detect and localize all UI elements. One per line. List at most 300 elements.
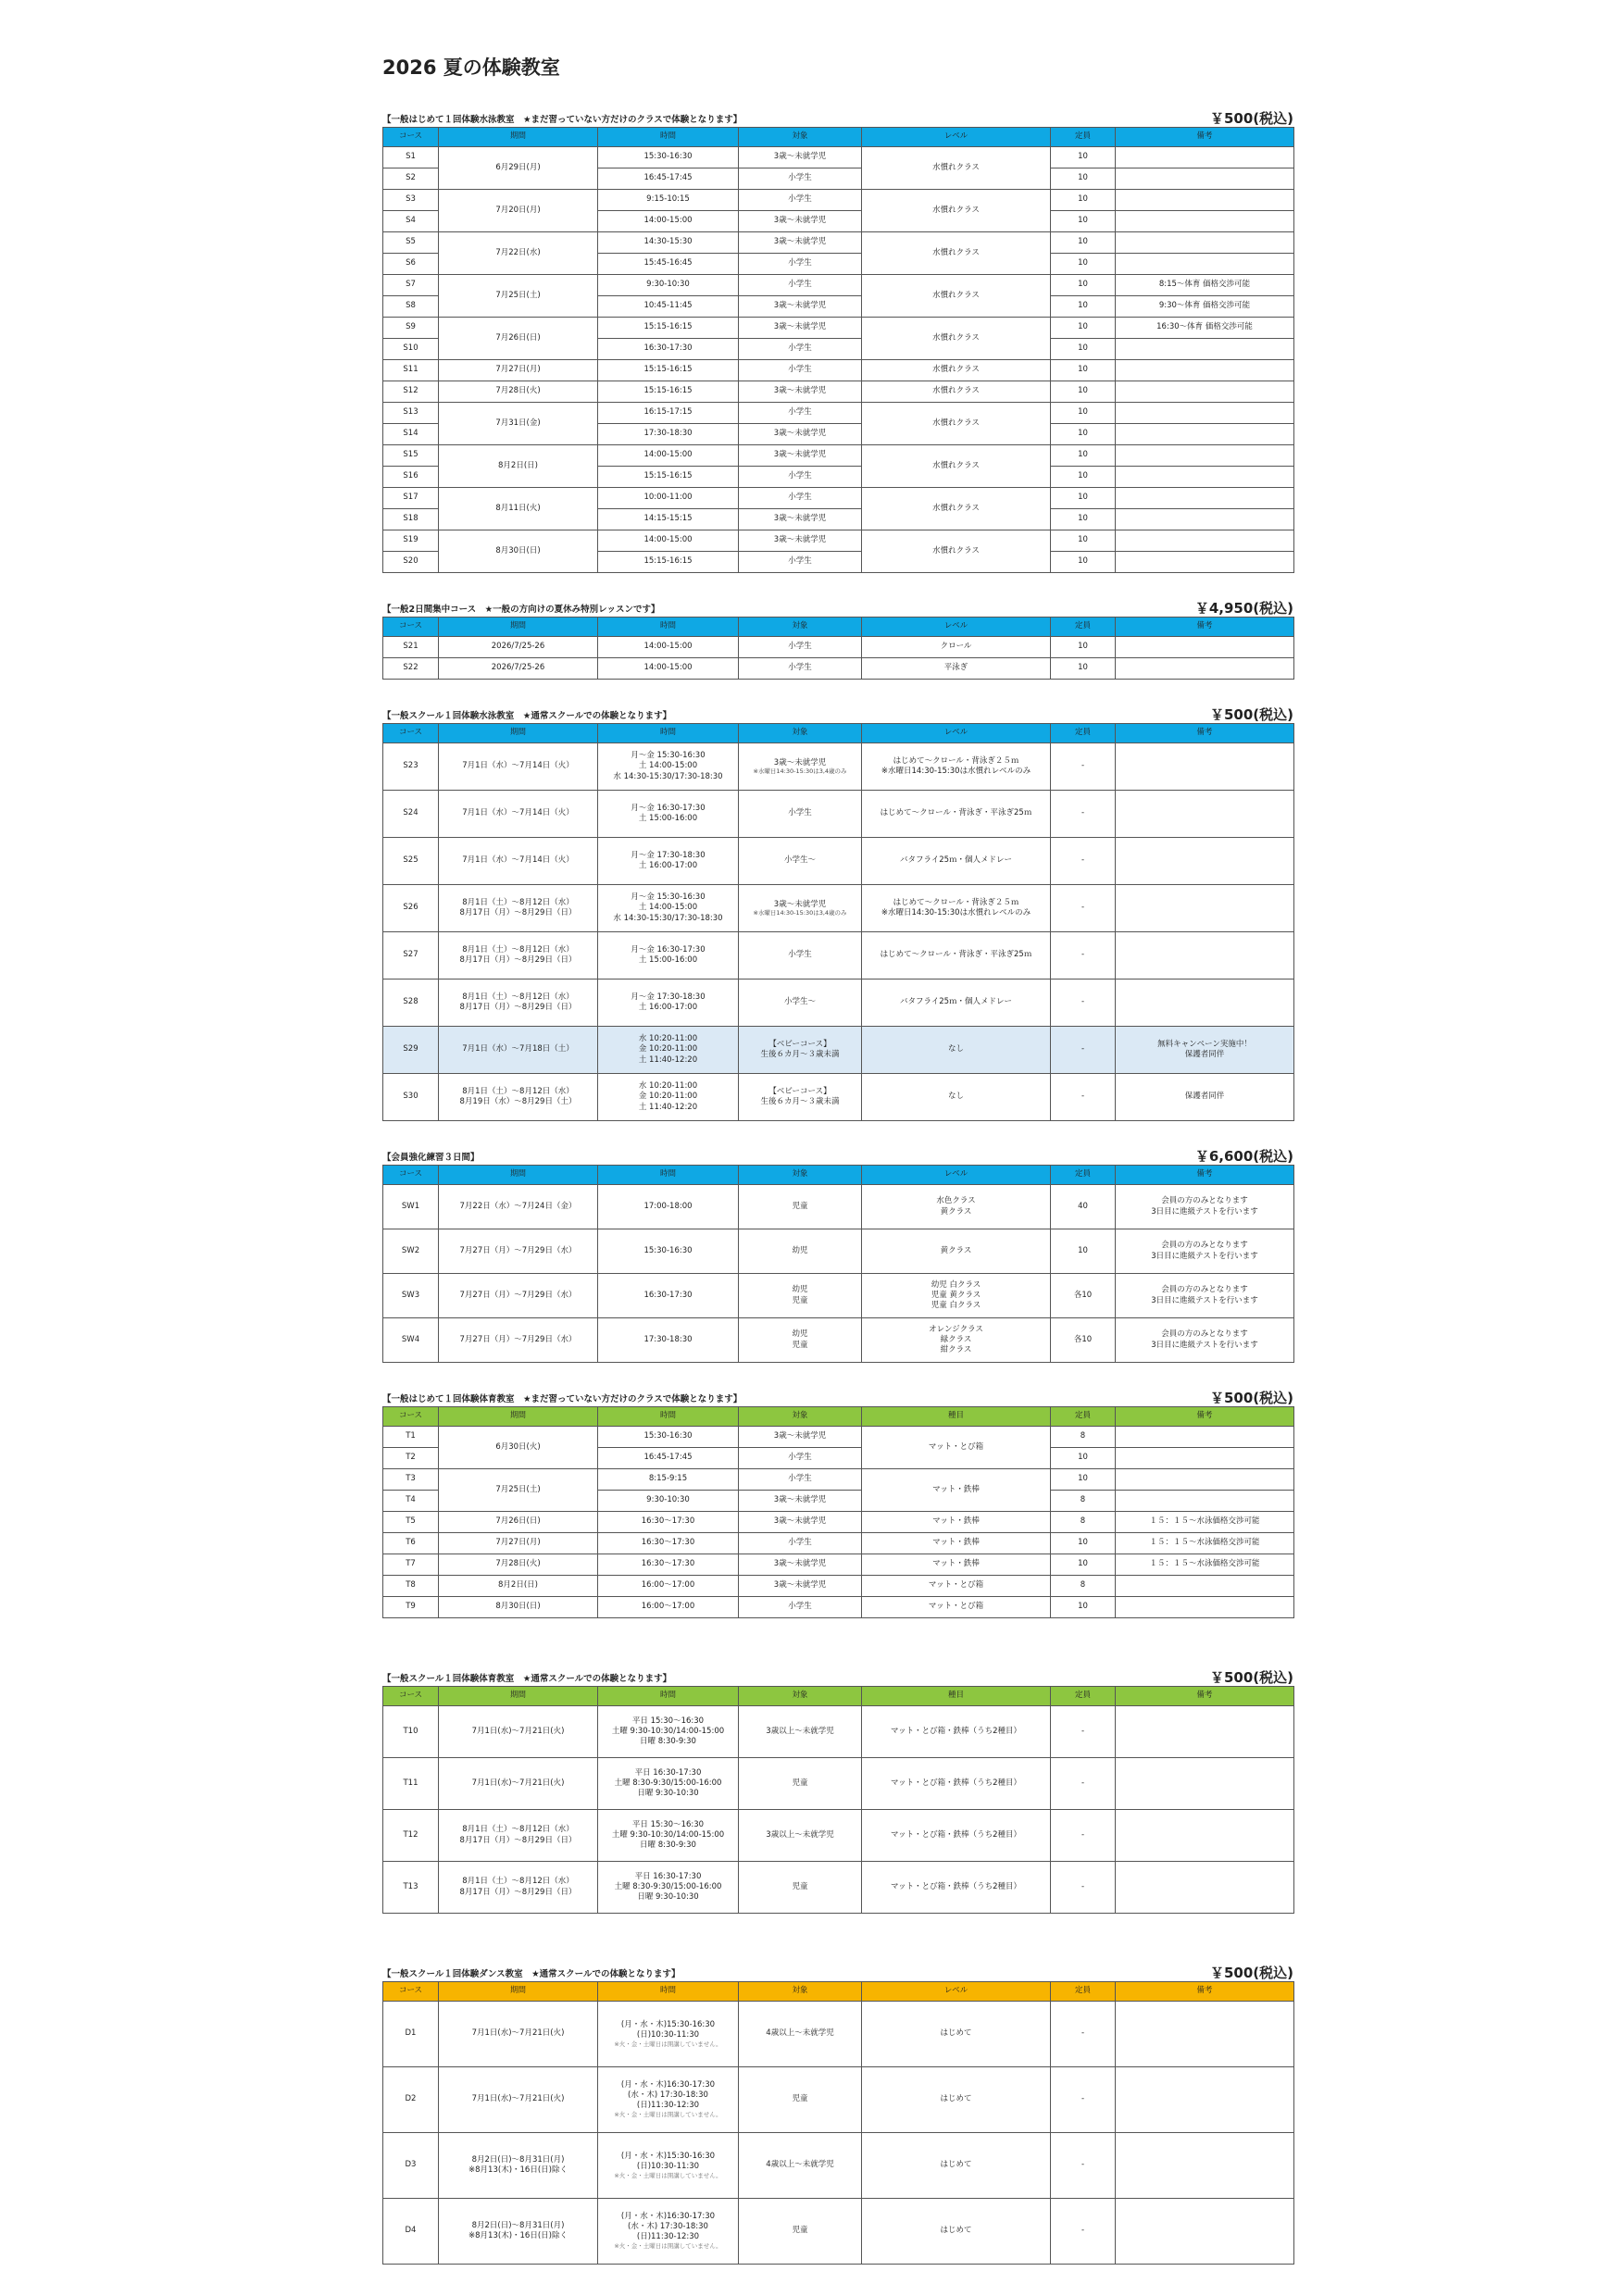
column-header: 時間: [598, 1166, 739, 1185]
column-header: 期間: [439, 1982, 598, 2002]
table-cell: 17:30-18:30: [598, 1318, 739, 1363]
table-cell: S10: [383, 339, 439, 360]
column-header: レベル: [862, 724, 1051, 743]
table-header-row: [383, 1407, 1294, 1427]
table-cell: [1116, 1576, 1294, 1597]
cell-line: 8月1日（土）～8月12日（水）: [462, 1086, 574, 1096]
table-cell: [1116, 2199, 1294, 2265]
table-cell: [1116, 509, 1294, 530]
cell-line: 児童: [792, 1340, 808, 1350]
table-cell: -: [1051, 1862, 1116, 1914]
table-cell: 水慣れクラス: [862, 530, 1051, 573]
table-cell: 10: [1051, 488, 1116, 509]
cell-line: 8月2日(日)～8月31日(月): [471, 2220, 565, 2230]
table-cell: 16:00～17:00: [598, 1576, 739, 1597]
table-cell: はじめて: [862, 2067, 1051, 2133]
table-cell: はじめて: [862, 2133, 1051, 2199]
table-cell: [1116, 1274, 1294, 1318]
table-cell: 各10: [1051, 1318, 1116, 1363]
table-cell: 7月1日(水)～7月21日(火): [439, 1706, 598, 1758]
column-header: 対象: [739, 1982, 862, 2002]
table-cell: S23: [383, 743, 439, 791]
table-cell: 小学生: [739, 254, 862, 275]
table-cell: [598, 791, 739, 838]
cell-line: ※水曜日14:30-15:30は水慣れレベルのみ: [881, 767, 1031, 776]
schedule-section: [382, 1145, 1293, 1363]
table-cell: １５：１５～水泳価格交渉可能: [1116, 1512, 1294, 1533]
cell-line: 土 15:00-16:00: [638, 955, 698, 965]
table-row: [383, 1597, 1294, 1618]
table-cell: S3: [383, 190, 439, 211]
table-cell: 水慣れクラス: [862, 147, 1051, 190]
table-cell: 9:30-10:30: [598, 275, 739, 296]
schedule-table: [382, 617, 1294, 680]
table-cell: [1116, 885, 1294, 932]
table-cell: 小学生: [739, 467, 862, 488]
table-cell: 10: [1051, 232, 1116, 254]
table-cell: 15:30-16:30: [598, 1229, 739, 1274]
table-cell: 小学生: [739, 488, 862, 509]
table-cell: [1116, 445, 1294, 467]
table-cell: 水慣れクラス: [862, 445, 1051, 488]
column-header: コース: [383, 128, 439, 147]
cell-line: 月～金 16:30-17:30: [631, 803, 706, 813]
cell-line: 月～金 15:30-16:30: [631, 892, 706, 903]
table-cell: 17:00-18:00: [598, 1185, 739, 1229]
table-header-row: [383, 1687, 1294, 1706]
table-cell: -: [1051, 1810, 1116, 1862]
cell-line: オレンジクラス: [929, 1324, 983, 1334]
table-cell: S11: [383, 360, 439, 381]
table-cell: 10: [1051, 296, 1116, 318]
cell-line: 土曜 8:30-9:30/15:00-16:00: [614, 1778, 722, 1788]
column-header: 定員: [1051, 1982, 1116, 2002]
table-cell: マット・とび箱: [862, 1597, 1051, 1618]
table-cell: 3歳～未就学児: [739, 445, 862, 467]
cell-line: ※火・金・土曜日は開講していません。: [614, 2111, 722, 2119]
cell-line: 【ベビーコース】: [768, 1039, 831, 1049]
table-cell: [1116, 1318, 1294, 1363]
table-cell: 10: [1051, 1597, 1116, 1618]
cell-line: 土 15:00-16:00: [638, 814, 698, 823]
table-cell: 3歳～未就学児: [739, 232, 862, 254]
table-cell: 10: [1051, 381, 1116, 403]
column-header: コース: [383, 1166, 439, 1185]
cell-line: 8月17日（月）～8月29日（日）: [459, 1003, 577, 1012]
table-cell: 7月27日(月): [439, 1533, 598, 1554]
table-cell: 3歳～未就学児: [739, 1491, 862, 1512]
cell-line: 月～金 15:30-16:30: [631, 751, 706, 761]
table-cell: 8:15-9:15: [598, 1469, 739, 1491]
table-cell: [862, 1318, 1051, 1363]
cell-line: 平日 15:30～16:30: [631, 1716, 705, 1726]
table-cell: [598, 1810, 739, 1862]
cell-line: 8月1日（土）～8月12日（水）: [462, 1825, 574, 1835]
table-row: [383, 232, 1294, 254]
table-row: [383, 743, 1294, 791]
table-cell: [598, 2002, 739, 2067]
page-title: 2026 夏の体験教室: [382, 56, 560, 79]
section-price: ￥500(税込): [1209, 1669, 1293, 1686]
cell-line: (月・水・木)15:30-16:30: [620, 2019, 716, 2029]
table-cell: マット・鉄棒: [862, 1512, 1051, 1533]
table-cell: S17: [383, 488, 439, 509]
table-cell: 7月1日（水）～7月14日（火）: [439, 743, 598, 791]
table-cell: 6月30日(火): [439, 1427, 598, 1469]
table-cell: 14:00-15:00: [598, 530, 739, 552]
table-cell: 水慣れクラス: [862, 232, 1051, 275]
table-header-row: [383, 724, 1294, 743]
table-cell: 保護者同伴: [1116, 1074, 1294, 1121]
table-cell: SW4: [383, 1318, 439, 1363]
table-cell: 14:00-15:00: [598, 211, 739, 232]
table-cell: 小学生: [739, 360, 862, 381]
table-cell: [439, 1074, 598, 1121]
table-row: [383, 530, 1294, 552]
column-header: 定員: [1051, 1687, 1116, 1706]
table-cell: [1116, 838, 1294, 885]
table-cell: -: [1051, 1758, 1116, 1810]
table-cell: [439, 2133, 598, 2199]
table-cell: S24: [383, 791, 439, 838]
table-cell: 15:30-16:30: [598, 147, 739, 168]
table-cell: 10: [1051, 275, 1116, 296]
table-cell: [598, 980, 739, 1027]
table-cell: -: [1051, 2067, 1116, 2133]
column-header: 時間: [598, 724, 739, 743]
table-cell: 小学生: [739, 932, 862, 980]
cell-line: 8月17日（月）～8月29日（日）: [459, 908, 577, 917]
cell-line: ※水曜日14:30-15:30は3,4歳のみ: [753, 767, 847, 775]
cell-line: 8月1日（土）～8月12日（水）: [462, 1877, 574, 1887]
table-cell: [1116, 530, 1294, 552]
table-cell: 16:30-17:30: [598, 339, 739, 360]
schedule-table: [382, 1686, 1294, 1914]
table-cell: S20: [383, 552, 439, 573]
cell-line: 児童 黄クラス: [931, 1290, 981, 1300]
column-header: 備考: [1116, 1687, 1294, 1706]
table-cell: T4: [383, 1491, 439, 1512]
table-cell: -: [1051, 2133, 1116, 2199]
table-cell: 3歳～未就学児: [739, 296, 862, 318]
table-row: [383, 445, 1294, 467]
cell-line: (水・木) 17:30-18:30: [628, 2090, 708, 2101]
table-cell: 10: [1051, 509, 1116, 530]
table-cell: D4: [383, 2199, 439, 2265]
section-gap: [382, 1363, 1293, 1387]
table-cell: [1116, 147, 1294, 168]
cell-line: 土曜 9:30-10:30/14:00-15:00: [611, 1726, 725, 1736]
cell-line: 児童 白クラス: [931, 1301, 981, 1311]
table-cell: 10: [1051, 467, 1116, 488]
cell-line: 8月19日（水）～8月29日（土）: [459, 1097, 577, 1106]
cell-line: 日曜 9:30-10:30: [637, 1789, 699, 1799]
table-row: [383, 1274, 1294, 1318]
table-cell: S8: [383, 296, 439, 318]
cell-line: はじめて～クロール・背泳ぎ２５ｍ: [893, 897, 1019, 907]
table-cell: 40: [1051, 1185, 1116, 1229]
table-cell: 9:30～体育 価格交渉可能: [1116, 296, 1294, 318]
section-header: [382, 107, 1293, 127]
column-header: 定員: [1051, 724, 1116, 743]
table-cell: 水慣れクラス: [862, 360, 1051, 381]
table-row: [383, 637, 1294, 658]
cell-line: 水 10:20-11:00: [638, 1081, 698, 1092]
schedule-table: [382, 1406, 1294, 1618]
table-cell: マット・とび箱: [862, 1576, 1051, 1597]
table-cell: -: [1051, 980, 1116, 1027]
schedule-section: [382, 1387, 1293, 1618]
table-cell: S7: [383, 275, 439, 296]
cell-line: ※火・金・土曜日は開講していません。: [614, 2171, 722, 2179]
table-cell: 児童: [739, 1758, 862, 1810]
cell-line: (日)11:30-12:30: [636, 2232, 700, 2242]
schedule-section: [382, 107, 1293, 573]
table-cell: 小学生: [739, 658, 862, 680]
section-header: [382, 1387, 1293, 1406]
table-cell: 10: [1051, 254, 1116, 275]
table-cell: 14:30-15:30: [598, 232, 739, 254]
table-cell: 2026/7/25-26: [439, 637, 598, 658]
table-header-row: [383, 1166, 1294, 1185]
cell-line: 3歳～未就学児: [773, 899, 827, 909]
table-cell: T11: [383, 1758, 439, 1810]
section-gap: [382, 573, 1293, 597]
column-header: 対象: [739, 1687, 862, 1706]
table-cell: 3歳～未就学児: [739, 509, 862, 530]
table-cell: クロール: [862, 637, 1051, 658]
cell-line: (日)11:30-12:30: [636, 2101, 700, 2111]
table-cell: 15:15-16:15: [598, 552, 739, 573]
table-cell: 幼児: [739, 1229, 862, 1274]
table-cell: 7月1日（水）～7月18日（土）: [439, 1027, 598, 1074]
table-cell: 児童: [739, 2067, 862, 2133]
column-header: 時間: [598, 1407, 739, 1427]
table-cell: [598, 2133, 739, 2199]
table-cell: [598, 2067, 739, 2133]
table-cell: S1: [383, 147, 439, 168]
cell-line: 会員の方のみとなります: [1161, 1241, 1248, 1251]
table-cell: 10: [1051, 637, 1116, 658]
table-cell: -: [1051, 1027, 1116, 1074]
table-cell: S19: [383, 530, 439, 552]
cell-line: 【ベビーコース】: [768, 1086, 831, 1096]
table-cell: [598, 1027, 739, 1074]
table-cell: 8月2日(日): [439, 1576, 598, 1597]
table-cell: [439, 932, 598, 980]
table-cell: 小学生: [739, 791, 862, 838]
cell-line: 幼児: [792, 1285, 808, 1295]
table-cell: 16:15-17:15: [598, 403, 739, 424]
table-cell: 15:15-16:15: [598, 360, 739, 381]
cell-line: 会員の方のみとなります: [1161, 1329, 1248, 1340]
table-cell: 7月26日(日): [439, 1512, 598, 1533]
table-cell: 3歳～未就学児: [739, 211, 862, 232]
table-cell: T5: [383, 1512, 439, 1533]
cell-line: 水色クラス: [936, 1196, 976, 1206]
table-cell: [1116, 743, 1294, 791]
cell-line: 生後６カ月～３歳未満: [760, 1097, 840, 1106]
section-gap: [382, 1121, 1293, 1145]
section-price: ￥500(税込): [1209, 110, 1293, 127]
schedule-section: [382, 597, 1293, 680]
table-cell: 15:45-16:45: [598, 254, 739, 275]
table-cell: [1116, 1448, 1294, 1469]
table-cell: 水慣れクラス: [862, 318, 1051, 360]
schedule-table: [382, 1165, 1294, 1363]
column-header: コース: [383, 618, 439, 637]
table-cell: 16:30～17:30: [598, 1533, 739, 1554]
column-header: レベル: [862, 128, 1051, 147]
table-row: [383, 2002, 1294, 2067]
table-cell: マット・鉄棒: [862, 1469, 1051, 1512]
cell-line: 水 10:20-11:00: [638, 1034, 698, 1044]
table-cell: 3歳～未就学児: [739, 1576, 862, 1597]
table-row: [383, 1074, 1294, 1121]
table-cell: S16: [383, 467, 439, 488]
table-cell: 7月27日(月): [439, 360, 598, 381]
table-row: [383, 147, 1294, 168]
cell-line: 8月17日（月）～8月29日（日）: [459, 1835, 577, 1845]
table-cell: 小学生: [739, 1597, 862, 1618]
table-cell: [739, 1074, 862, 1121]
section-label: 【一般はじめて１回体験体育教室 ★まだ習っていない方だけのクラスで体験となります】: [382, 1394, 743, 1404]
table-cell: 10: [1051, 1448, 1116, 1469]
table-cell: S14: [383, 424, 439, 445]
cell-line: ※火・金・土曜日は開講していません。: [614, 2040, 722, 2048]
column-header: コース: [383, 724, 439, 743]
table-row: [383, 1576, 1294, 1597]
table-cell: [1116, 2067, 1294, 2133]
section-label: 【一般スクール１回体験ダンス教室 ★通常スクールでの体験となります】: [382, 1969, 681, 1979]
table-cell: １５：１５～水泳価格交渉可能: [1116, 1533, 1294, 1554]
table-cell: 7月27日（月）～7月29日（水）: [439, 1274, 598, 1318]
table-row: [383, 381, 1294, 403]
table-cell: 10: [1051, 403, 1116, 424]
table-cell: S13: [383, 403, 439, 424]
table-cell: なし: [862, 1074, 1051, 1121]
column-header: レベル: [862, 1166, 1051, 1185]
table-cell: 7月1日(水)～7月21日(火): [439, 2002, 598, 2067]
table-cell: 10: [1051, 1554, 1116, 1576]
table-cell: 9:15-10:15: [598, 190, 739, 211]
table-cell: バタフライ25ｍ・個人メドレー: [862, 980, 1051, 1027]
table-row: [383, 2133, 1294, 2199]
table-cell: [1116, 190, 1294, 211]
table-cell: 7月1日(水)～7月21日(火): [439, 1758, 598, 1810]
table-cell: マット・とび箱・鉄棒（うち2種目）: [862, 1862, 1051, 1914]
cell-line: 土曜 9:30-10:30/14:00-15:00: [611, 1829, 725, 1840]
table-cell: 10: [1051, 1469, 1116, 1491]
table-row: [383, 1027, 1294, 1074]
table-cell: [1116, 424, 1294, 445]
table-cell: [1116, 637, 1294, 658]
table-row: [383, 1469, 1294, 1491]
table-row: [383, 658, 1294, 680]
table-cell: 8月2日(日): [439, 445, 598, 488]
column-header: 期間: [439, 1687, 598, 1706]
schedule-table: [382, 723, 1294, 1121]
table-cell: S21: [383, 637, 439, 658]
table-cell: 8月30日(日): [439, 1597, 598, 1618]
table-row: [383, 1862, 1294, 1914]
table-header-row: [383, 128, 1294, 147]
table-cell: 小学生: [739, 1533, 862, 1554]
column-header: 定員: [1051, 618, 1116, 637]
table-cell: 3歳～未就学児: [739, 147, 862, 168]
table-cell: [598, 2199, 739, 2265]
schedule-table: [382, 1981, 1294, 2265]
table-cell: [598, 1706, 739, 1758]
section-gap: [382, 1618, 1293, 1666]
table-cell: [1116, 980, 1294, 1027]
table-row: [383, 2067, 1294, 2133]
table-cell: 小学生: [739, 190, 862, 211]
cell-line: 無料キャンペーン実施中！: [1157, 1039, 1252, 1049]
table-cell: 7月20日(月): [439, 190, 598, 232]
cell-line: (日)10:30-11:30: [636, 2161, 700, 2171]
section-label: 【一般2日間集中コース ★一般の方向けの夏休み特別レッスンです】: [382, 605, 660, 615]
table-cell: 7月31日(金): [439, 403, 598, 445]
table-header-row: [383, 618, 1294, 637]
column-header: レベル: [862, 618, 1051, 637]
table-cell: 水慣れクラス: [862, 190, 1051, 232]
column-header: 時間: [598, 1982, 739, 2002]
table-cell: [862, 743, 1051, 791]
table-cell: [1116, 932, 1294, 980]
table-cell: 水慣れクラス: [862, 403, 1051, 445]
table-cell: S2: [383, 168, 439, 190]
table-cell: -: [1051, 1706, 1116, 1758]
table-cell: マット・鉄棒: [862, 1554, 1051, 1576]
column-header: コース: [383, 1687, 439, 1706]
section-label: 【会員強化練習３日間】: [382, 1153, 480, 1163]
cell-line: 平日 16:30-17:30: [634, 1871, 702, 1881]
table-cell: なし: [862, 1027, 1051, 1074]
table-cell: 7月22日(水): [439, 232, 598, 275]
table-cell: S27: [383, 932, 439, 980]
table-cell: 10: [1051, 1229, 1116, 1274]
cell-line: 紺クラス: [940, 1345, 972, 1355]
table-cell: [1116, 1758, 1294, 1810]
cell-line: 黄クラス: [940, 1206, 972, 1217]
table-cell: 小学生: [739, 1469, 862, 1491]
cell-line: 3日目に進級テストを行います: [1151, 1206, 1258, 1217]
table-cell: マット・鉄棒: [862, 1533, 1051, 1554]
column-header: 備考: [1116, 1982, 1294, 2002]
table-cell: 8: [1051, 1512, 1116, 1533]
table-cell: 16:45-17:45: [598, 1448, 739, 1469]
column-header: 備考: [1116, 128, 1294, 147]
table-cell: S18: [383, 509, 439, 530]
table-cell: D2: [383, 2067, 439, 2133]
column-header: 備考: [1116, 1166, 1294, 1185]
table-cell: 小学生: [739, 275, 862, 296]
table-cell: 小学生～: [739, 980, 862, 1027]
section-label: 【一般スクール１回体験水泳教室 ★通常スクールでの体験となります】: [382, 711, 672, 721]
table-cell: 7月26日(日): [439, 318, 598, 360]
section-header: [382, 597, 1293, 617]
column-header: 期間: [439, 1166, 598, 1185]
table-row: [383, 1810, 1294, 1862]
table-cell: 3歳～未就学児: [739, 381, 862, 403]
cell-line: 8月1日（土）～8月12日（水）: [462, 992, 574, 1002]
table-cell: T8: [383, 1576, 439, 1597]
section-price: ￥500(税込): [1209, 1390, 1293, 1406]
cell-line: 緑クラス: [940, 1334, 972, 1344]
table-cell: 2026/7/25-26: [439, 658, 598, 680]
table-row: [383, 1427, 1294, 1448]
